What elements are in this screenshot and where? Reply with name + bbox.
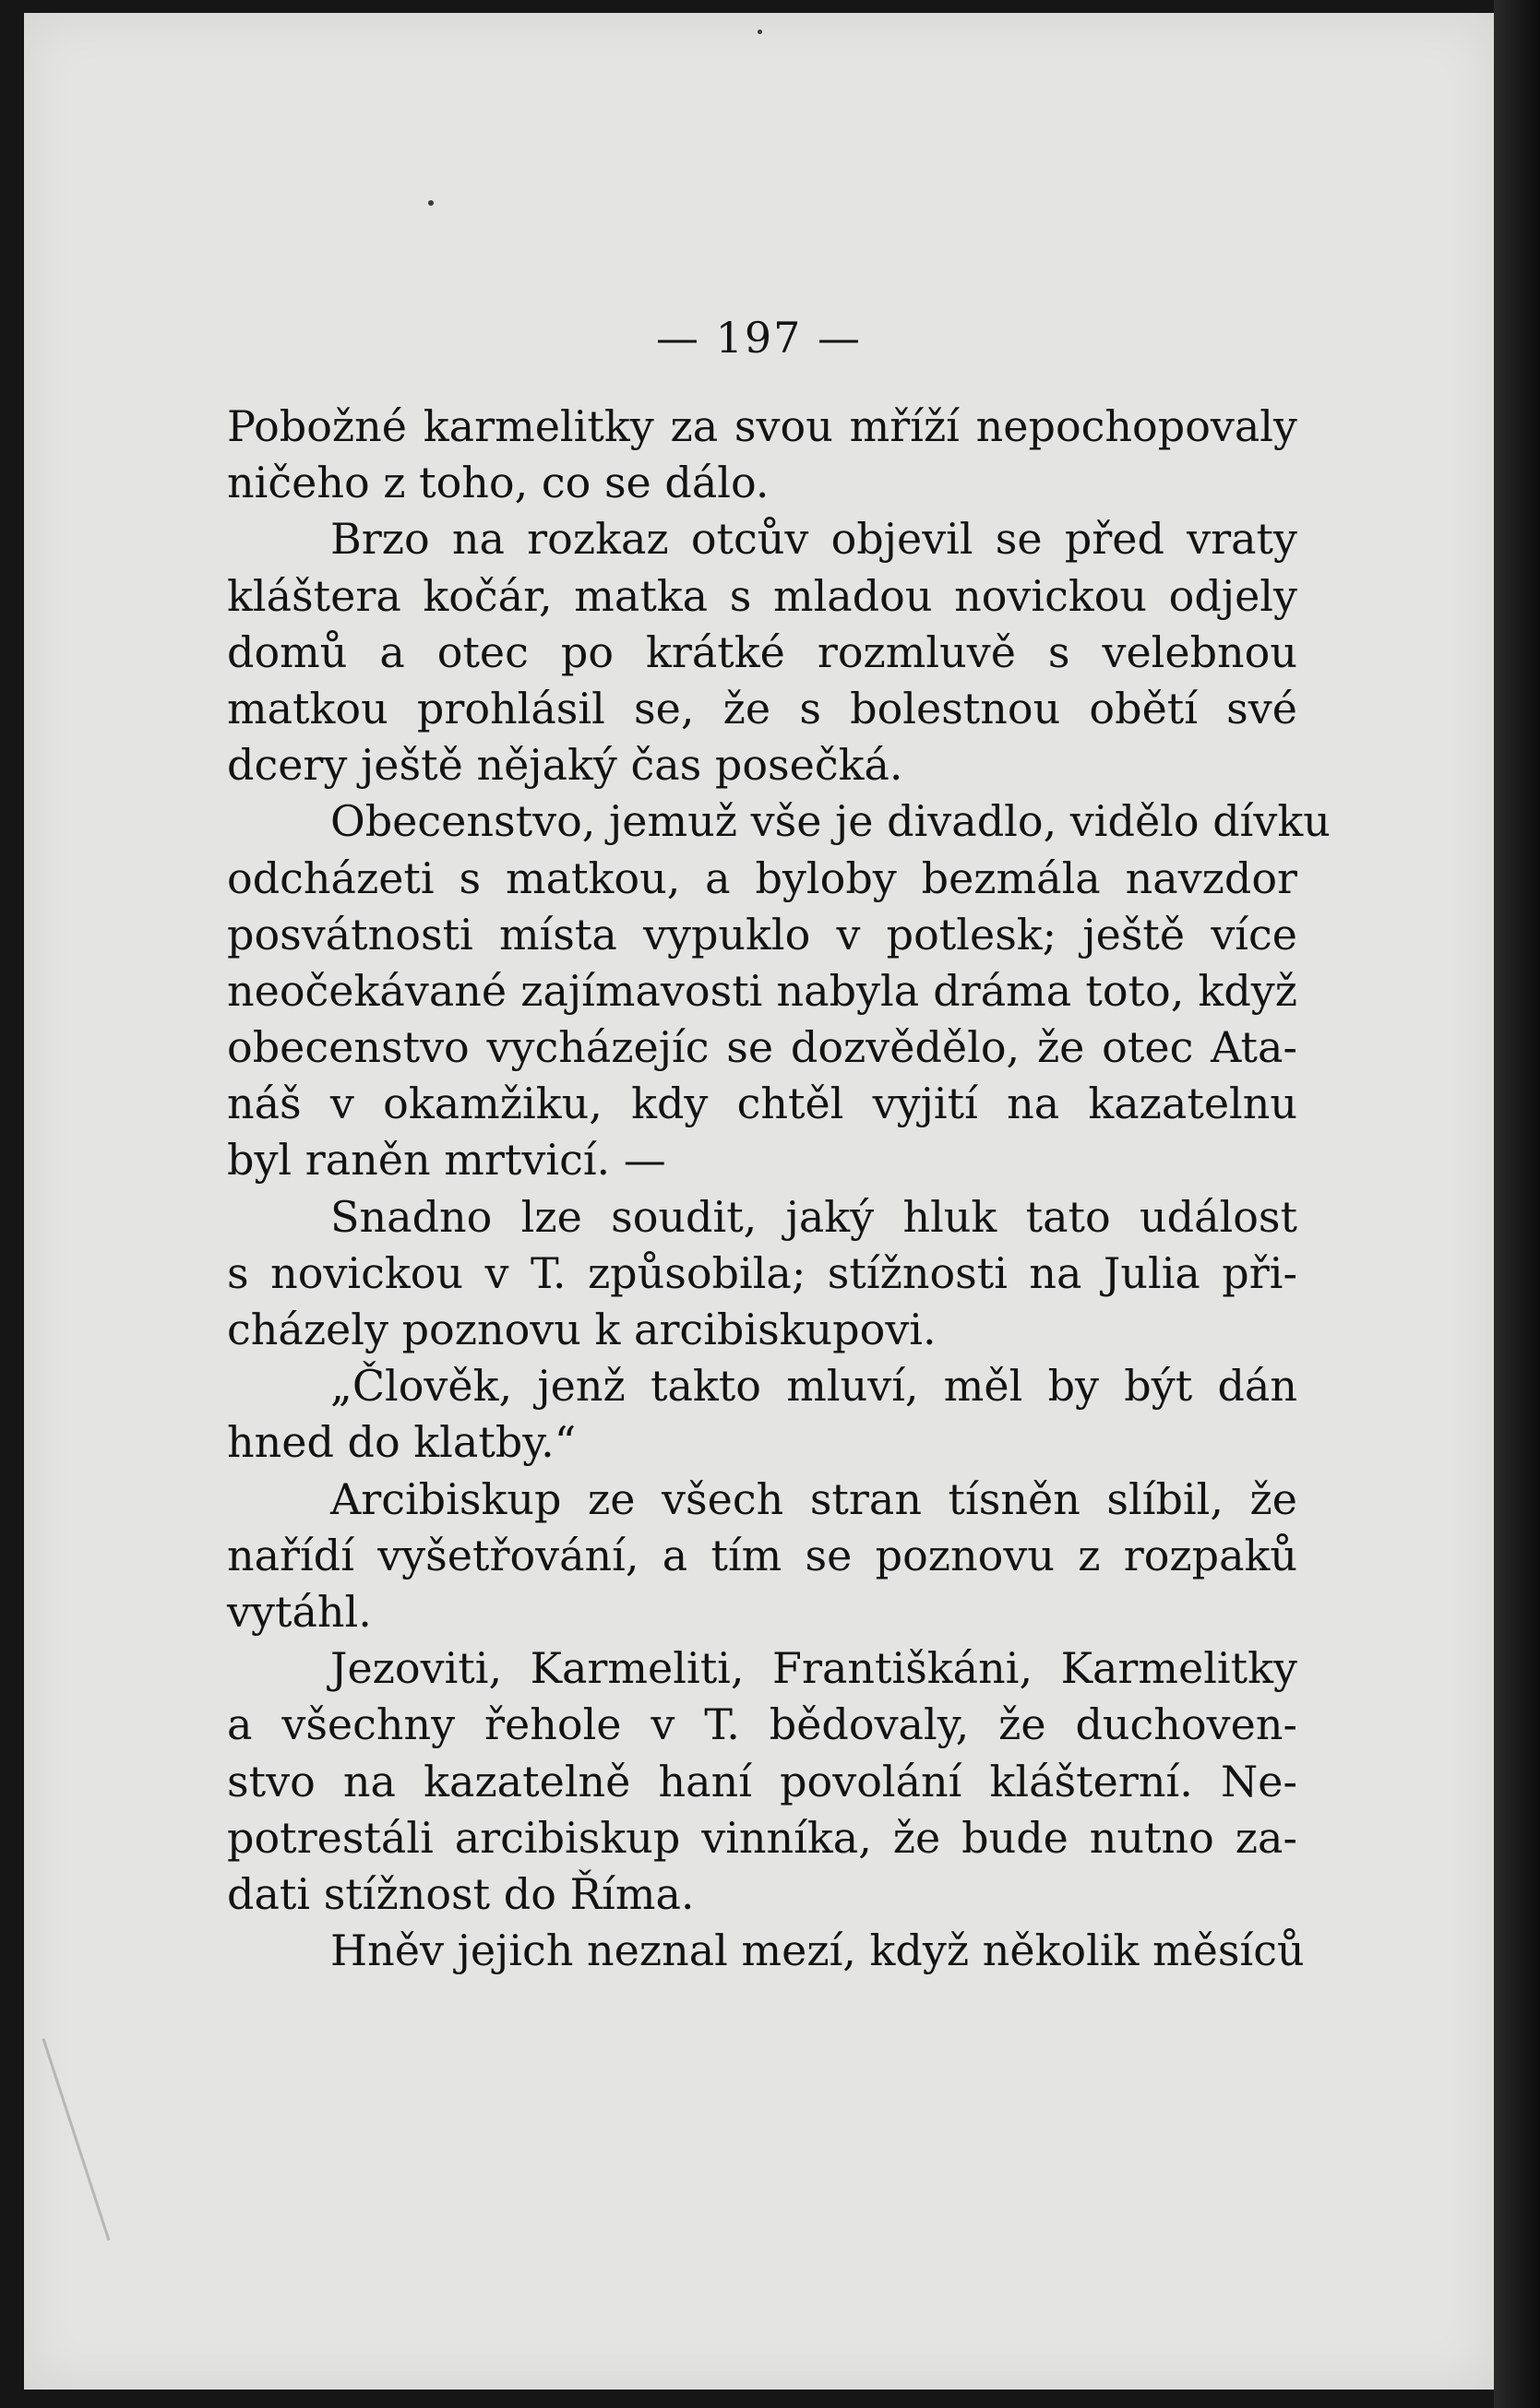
text-line: Jezoviti, Karmeliti, Františkáni, Karmelitky	[330, 1643, 1297, 1694]
text-line: ničeho z toho, co se dálo.	[227, 458, 770, 508]
text-line: dcery ještě nějaký čas posečká.	[227, 740, 903, 791]
dust-speck	[428, 200, 434, 206]
text-line: odcházeti s matkou, a byloby bezmála navzdor	[227, 852, 1297, 903]
text-line: a všechny řehole v T. bědovaly, že duchoven-	[227, 1699, 1297, 1750]
book-page	[24, 13, 1494, 2390]
text-line: „Člověk, jenž takto mluví, měl by být dán	[330, 1361, 1297, 1412]
text-line: neočekávané zajímavosti nabyla dráma toto, když	[227, 965, 1297, 1016]
text-line: nařídí vyšetřování, a tím se poznovu z rozpaků	[227, 1530, 1297, 1580]
text-line: matkou prohlásil se, že s bolestnou obětí své	[227, 683, 1297, 733]
text-line: posvátnosti místa vypuklo v potlesk; ještě více	[227, 909, 1297, 960]
page-number: — 197 —	[655, 313, 863, 363]
text-line: Obecenstvo, jemuž vše je divadlo, vidělo dívku	[330, 796, 1331, 847]
text-line: obecenstvo vycházejíc se dozvědělo, že otec Ata-	[227, 1022, 1297, 1073]
text-line: stvo na kazatelně haní povolání klášterní. Ne-	[227, 1756, 1297, 1806]
text-line: náš v okamžiku, kdy chtěl vyjití na kazatelnu	[227, 1079, 1297, 1129]
text-line: Brzo na rozkaz otcův objevil se před vraty	[330, 514, 1297, 565]
text-line: cházely poznovu k arcibiskupovi.	[227, 1305, 937, 1354]
text-line: Arcibiskup ze všech stran tísněn slíbil, že	[330, 1473, 1297, 1524]
text-line: domů a otec po krátké rozmluvě s velebnou	[227, 626, 1297, 677]
text-line: Hněv jejich neznal mezí, když několik měsíců	[330, 1925, 1305, 1976]
text-line: byl raněn mrtvicí. —	[227, 1135, 666, 1186]
text-line: vytáhl.	[227, 1586, 372, 1637]
text-line: kláštera kočár, matka s mladou novickou odjely	[227, 570, 1297, 621]
text-line: s novickou v T. způsobila; stížnosti na Julia při-	[227, 1247, 1297, 1298]
text-line: dati stížnost do Říma.	[227, 1868, 695, 1919]
text-line: Pobožné karmelitky za svou mříží nepochopovaly	[227, 401, 1297, 451]
text-line: potrestáli arcibiskup vinníka, že bude nutno za-	[227, 1812, 1297, 1863]
book-edge	[1494, 0, 1540, 2408]
text-line: hned do klatby.“	[227, 1417, 577, 1468]
page-scratch	[42, 2038, 111, 2241]
text-line: Snadno lze soudit, jaký hluk tato událost	[330, 1191, 1297, 1242]
body-text	[227, 399, 1331, 1979]
dust-speck	[758, 30, 762, 34]
